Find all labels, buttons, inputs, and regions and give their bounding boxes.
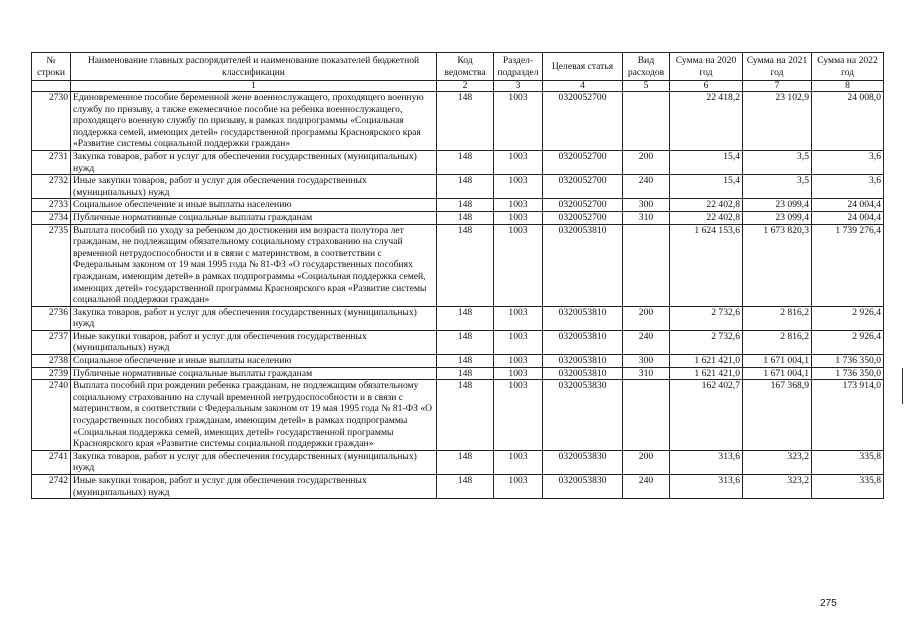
row-number: 2740 [32, 380, 71, 451]
row-department-code: 148 [437, 175, 494, 199]
row-name: Публичные нормативные социальные выплаты гражданам [71, 367, 437, 380]
header-sum-2020: Сумма на 2020 год [670, 53, 743, 81]
row-name: Социальное обеспечение и иные выплаты населению [71, 355, 437, 368]
row-department-code: 148 [437, 306, 494, 330]
row-expense-type: 200 [623, 150, 670, 174]
row-sum-2020: 15,4 [670, 175, 743, 199]
column-number: 3 [494, 81, 543, 92]
row-target-item: 0320053830 [543, 450, 623, 474]
row-name: Выплата пособий при рождении ребенка гражданам, не подлежащим обязательному социальному страхованию на случай временной нетрудоспособности и в связи с материнством, в соответствии с Федеральным законом от 19 мая 1995 года № 81-ФЗ «О государственных пособиях гражданам, имеющим детей» в рамках подпрограммы «Социальная поддержка семей, имеющих детей» государственной программы Красноярского края «Развитие системы социальной поддержки граждан» [71, 380, 437, 451]
table-row [32, 330, 884, 354]
row-name: Социальное обеспечение и иные выплаты населению [71, 199, 437, 212]
row-department-code: 148 [437, 355, 494, 368]
row-target-item: 0320053810 [543, 355, 623, 368]
row-sum-2020: 313,6 [670, 475, 743, 499]
row-sum-2021: 23 099,4 [743, 199, 812, 212]
row-sum-2021: 2 816,2 [743, 330, 812, 354]
row-target-item: 0320052700 [543, 199, 623, 212]
row-sum-2020: 15,4 [670, 150, 743, 174]
page-number: 275 [820, 598, 837, 609]
row-sum-2022: 335,8 [812, 450, 884, 474]
row-sum-2021: 323,2 [743, 450, 812, 474]
row-number: 2736 [32, 306, 71, 330]
row-sum-2021: 323,2 [743, 475, 812, 499]
column-number: 8 [812, 81, 884, 92]
row-number: 2730 [32, 92, 71, 151]
row-sum-2022: 1 739 276,4 [812, 224, 884, 306]
row-sum-2020: 1 624 153,6 [670, 224, 743, 306]
table-row [32, 355, 884, 368]
column-number: 2 [437, 81, 494, 92]
row-sum-2022: 24 004,4 [812, 211, 884, 224]
row-sum-2022: 2 926,4 [812, 330, 884, 354]
row-name: Публичные нормативные социальные выплаты гражданам [71, 211, 437, 224]
row-sum-2021: 3,5 [743, 150, 812, 174]
table-row [32, 475, 884, 499]
row-sum-2021: 23 102,9 [743, 92, 812, 151]
table-row [32, 150, 884, 174]
row-target-item: 0320053830 [543, 475, 623, 499]
table-row [32, 175, 884, 199]
row-name: Выплата пособий по уходу за ребенком до достижения им возраста полутора лет гражданам, не подлежащим обязательному социальному страхованию на случай временной нетрудоспособности и в связи с материнством, в соответствии с Федеральным законом от 19 мая 1995 года № 81-ФЗ «О государственных пособиях гражданам, имеющим детей» в рамках подпрограммы «Социальная поддержка семей, имеющих детей» государственной программы Красноярского края «Развитие системы социальной поддержки граждан» [71, 224, 437, 306]
row-sum-2022: 1 736 350,0 [812, 355, 884, 368]
row-expense-type: 200 [623, 306, 670, 330]
row-expense-type: 240 [623, 475, 670, 499]
row-section: 1003 [494, 150, 543, 174]
budget-table [31, 52, 884, 499]
row-sum-2021: 2 816,2 [743, 306, 812, 330]
row-department-code: 148 [437, 92, 494, 151]
row-sum-2021: 3,5 [743, 175, 812, 199]
row-department-code: 148 [437, 330, 494, 354]
row-section: 1003 [494, 224, 543, 306]
column-number: 6 [670, 81, 743, 92]
table-row [32, 211, 884, 224]
row-department-code: 148 [437, 367, 494, 380]
row-expense-type: 310 [623, 367, 670, 380]
table-body [32, 92, 884, 499]
row-number: 2732 [32, 175, 71, 199]
row-number: 2742 [32, 475, 71, 499]
column-number: 5 [623, 81, 670, 92]
table-row [32, 199, 884, 212]
column-number [32, 81, 71, 92]
row-department-code: 148 [437, 211, 494, 224]
row-department-code: 148 [437, 224, 494, 306]
row-name: Закупка товаров, работ и услуг для обеспечения государственных (муниципальных) нужд [71, 450, 437, 474]
row-sum-2022: 3,6 [812, 175, 884, 199]
row-number: 2733 [32, 199, 71, 212]
row-section: 1003 [494, 175, 543, 199]
column-number: 1 [71, 81, 437, 92]
header-sum-2022: Сумма на 2022 год [812, 53, 884, 81]
row-sum-2021: 23 099,4 [743, 211, 812, 224]
row-department-code: 148 [437, 475, 494, 499]
row-expense-type: 240 [623, 175, 670, 199]
row-expense-type: 200 [623, 450, 670, 474]
row-name: Закупка товаров, работ и услуг для обеспечения государственных (муниципальных) нужд [71, 150, 437, 174]
row-section: 1003 [494, 380, 543, 451]
row-name: Единовременное пособие беременной жене военнослужащего, проходящего военную службу по призыву, а также ежемесячное пособие на ребенка военнослужащего, проходящего военную службу по призыву, в рамках подпрограммы «Социальная поддержка семей, имеющих детей» государственной программы Красноярского края «Развитие системы социальной поддержки граждан» [71, 92, 437, 151]
row-expense-type: 240 [623, 330, 670, 354]
row-section: 1003 [494, 367, 543, 380]
row-sum-2022: 1 736 350,0 [812, 367, 884, 380]
row-department-code: 148 [437, 150, 494, 174]
row-target-item: 0320052700 [543, 150, 623, 174]
table-row [32, 380, 884, 451]
header-row [32, 53, 884, 81]
row-section: 1003 [494, 330, 543, 354]
row-expense-type [623, 224, 670, 306]
row-section: 1003 [494, 450, 543, 474]
row-number: 2735 [32, 224, 71, 306]
row-expense-type [623, 92, 670, 151]
row-target-item: 0320052700 [543, 92, 623, 151]
column-number: 7 [743, 81, 812, 92]
row-name: Иные закупки товаров, работ и услуг для обеспечения государственных (муниципальных) нужд [71, 330, 437, 354]
row-department-code: 148 [437, 380, 494, 451]
table-row [32, 92, 884, 151]
row-expense-type: 300 [623, 199, 670, 212]
row-name: Иные закупки товаров, работ и услуг для обеспечения государственных (муниципальных) нужд [71, 475, 437, 499]
row-sum-2022: 2 926,4 [812, 306, 884, 330]
row-expense-type: 300 [623, 355, 670, 368]
table-row [32, 450, 884, 474]
row-number: 2741 [32, 450, 71, 474]
row-number: 2738 [32, 355, 71, 368]
row-sum-2022: 24 004,4 [812, 199, 884, 212]
scan-margin-mark [902, 368, 903, 404]
row-number: 2737 [32, 330, 71, 354]
row-sum-2022: 335,8 [812, 475, 884, 499]
row-sum-2021: 1 671 004,1 [743, 355, 812, 368]
row-target-item: 0320053810 [543, 367, 623, 380]
column-number-row [32, 81, 884, 92]
row-sum-2022: 24 008,0 [812, 92, 884, 151]
row-target-item: 0320053810 [543, 330, 623, 354]
row-sum-2021: 1 673 820,3 [743, 224, 812, 306]
header-expense-type: Вид расходов [623, 53, 670, 81]
row-section: 1003 [494, 211, 543, 224]
row-section: 1003 [494, 475, 543, 499]
header-target-item: Целевая статья [543, 53, 623, 81]
row-name: Закупка товаров, работ и услуг для обеспечения государственных (муниципальных) нужд [71, 306, 437, 330]
column-number: 4 [543, 81, 623, 92]
row-expense-type: 310 [623, 211, 670, 224]
row-sum-2020: 22 402,8 [670, 211, 743, 224]
header-department-code: Код ведомства [437, 53, 494, 81]
row-sum-2021: 167 368,9 [743, 380, 812, 451]
row-target-item: 0320053810 [543, 306, 623, 330]
row-sum-2020: 162 402,7 [670, 380, 743, 451]
table-row [32, 367, 884, 380]
row-sum-2022: 173 914,0 [812, 380, 884, 451]
row-sum-2020: 22 418,2 [670, 92, 743, 151]
row-target-item: 0320053810 [543, 224, 623, 306]
table-row [32, 306, 884, 330]
row-expense-type [623, 380, 670, 451]
row-section: 1003 [494, 92, 543, 151]
row-target-item: 0320052700 [543, 175, 623, 199]
row-target-item: 0320053830 [543, 380, 623, 451]
row-sum-2021: 1 671 004,1 [743, 367, 812, 380]
row-sum-2022: 3,6 [812, 150, 884, 174]
row-sum-2020: 2 732,6 [670, 306, 743, 330]
row-target-item: 0320052700 [543, 211, 623, 224]
row-department-code: 148 [437, 199, 494, 212]
row-section: 1003 [494, 355, 543, 368]
row-number: 2739 [32, 367, 71, 380]
header-sum-2021: Сумма на 2021 год [743, 53, 812, 81]
row-sum-2020: 1 621 421,0 [670, 367, 743, 380]
row-section: 1003 [494, 306, 543, 330]
table-row [32, 224, 884, 306]
header-section: Раздел-подраздел [494, 53, 543, 81]
row-number: 2734 [32, 211, 71, 224]
row-name: Иные закупки товаров, работ и услуг для обеспечения государственных (муниципальных) нужд [71, 175, 437, 199]
header-name: Наименование главных распорядителей и наименование показателей бюджетной классификации [71, 53, 437, 81]
row-sum-2020: 313,6 [670, 450, 743, 474]
row-sum-2020: 2 732,6 [670, 330, 743, 354]
row-sum-2020: 1 621 421,0 [670, 355, 743, 368]
header-row-number: № строки [32, 53, 71, 81]
row-section: 1003 [494, 199, 543, 212]
row-number: 2731 [32, 150, 71, 174]
row-department-code: 148 [437, 450, 494, 474]
row-sum-2020: 22 402,8 [670, 199, 743, 212]
